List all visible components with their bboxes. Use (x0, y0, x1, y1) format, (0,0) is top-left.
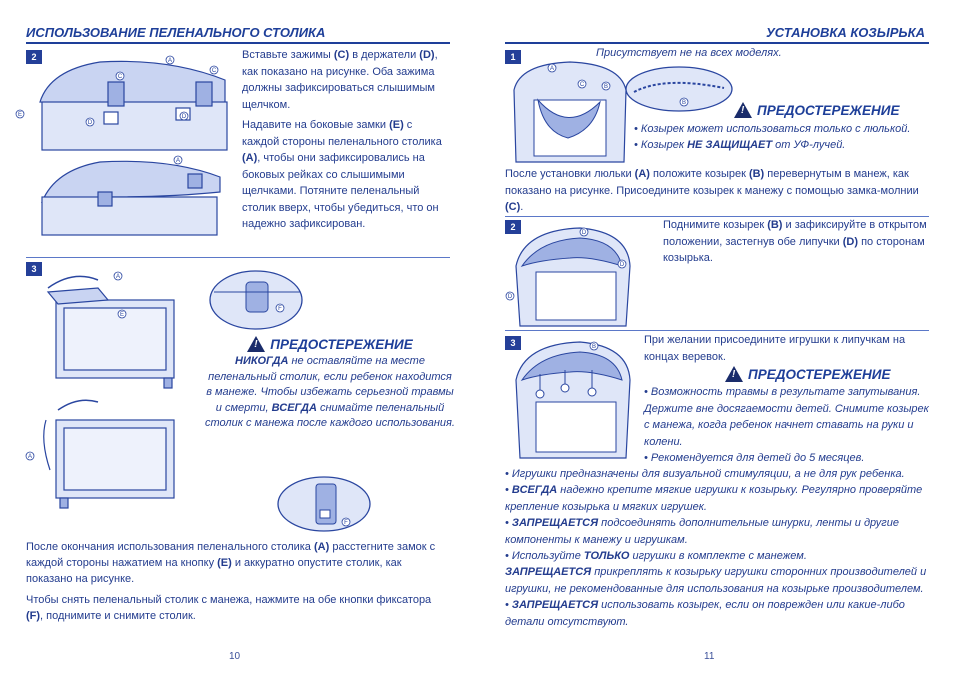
right-step-1-note: Присутствует не на всех моделях. (596, 47, 782, 59)
canopy-raised-illustration (507, 226, 634, 330)
label-d: D (87, 120, 93, 126)
lock-slide-detail (276, 476, 374, 534)
warning-bullet: • ЗАПРЕЩАЕТСЯ использовать козырек, если он поврежден или какие-либо детали отсутствуют. (505, 599, 905, 628)
warning-bullet: • Возможность травмы в результате запутывания. Держите вне досягаемости детей. Снимите козырек с манежа, когда ребенок начнет ставать на руки и колени. (644, 386, 929, 448)
label-a: A (175, 158, 181, 164)
warning-bullet: • ВСЕГДА надежно крепите мягкие игрушки к козырьку. Регулярно проверяйте крепление козырька и мягких игрушек. (505, 484, 923, 513)
label-a: A (549, 66, 555, 72)
changing-table-clip-illustration (17, 52, 230, 242)
left-step-2-badge: 2 (26, 50, 42, 64)
left-step-3-badge: 3 (26, 262, 42, 276)
right-title-rule (505, 42, 929, 44)
lock-button-detail (208, 270, 304, 332)
label-b: B (591, 344, 597, 350)
changing-table-fold-illustration (27, 270, 198, 510)
label-a: A (167, 58, 173, 64)
right-warning-3-upper (644, 384, 934, 467)
warning-bullet: • ЗАПРЕЩАЕТСЯ подсоединять дополнительные шнурки, ленты и другие компоненты к манежу и игрушкам. (505, 517, 899, 546)
left-step-2-text: Вставьте зажимы (C) в держатели (D), как показано на рисунке. Оба зажима должны зафиксироваться слышимым щелчком. Надавите на боковые замки (E) с каждой стороны пеленального столика (A), чтобы они зафиксировались на боковых рейках со слышимыми щелчками. Потяните пеленальный столик вверх, чтобы убедиться, что он надежно зафиксирован. (242, 49, 442, 230)
label-f: F (278, 306, 282, 312)
label-a: A (115, 274, 121, 280)
label-c: C (211, 68, 217, 74)
canopy-inverted-illustration (510, 60, 630, 168)
right-step-2-text: Поднимите козырек (B) и зафиксируйте в открытом положении, застегнув обе липучки (D) по сторонам козырька. (663, 219, 927, 264)
left-page-title: ИСПОЛЬЗОВАНИЕ ПЕЛЕНАЛЬНОГО СТОЛИКА (26, 25, 326, 40)
right-warning-1-bullet-2: • Козырек НЕ ЗАЩИЩАЕТ от УФ-лучей. (634, 139, 846, 151)
warning-icon (734, 102, 752, 118)
right-page-title: УСТАНОВКА КОЗЫРЬКА (766, 25, 925, 40)
right-warning-3 (505, 366, 935, 382)
right-step-3-badge: 3 (505, 336, 521, 350)
warning-icon (725, 366, 743, 382)
left-page-number: 10 (229, 651, 241, 662)
right-step-2-badge: 2 (505, 220, 521, 234)
label-e: E (119, 312, 125, 318)
right-warning-1 (634, 102, 934, 153)
left-warning-title: ! ПРЕДОСТЕРЕЖЕНИЕ (205, 336, 455, 352)
warning-icon (247, 336, 265, 352)
warning-bullet: ЗАПРЕЩАЕТСЯ прикреплять к козырьку игрушки сторонних производителей и игрушки, не рекомендованные для использования на козырьке производителем. (505, 566, 927, 595)
right-step-1-text: После установки люльки (A) положите козырек (B) перевернутым в манеж, как показано на рисунке. Присоедините козырек к манежу с помощью замка-молнии (C). (505, 168, 919, 213)
right-step-3-rule (505, 330, 929, 331)
warning-bullet: • Игрушки предназначены для визуальной стимуляции, а не для рук ребенка. (505, 468, 905, 480)
label-d: D (619, 262, 625, 268)
right-warning-1-bullet-1: • Козырек может использоваться только с люлькой. (634, 123, 911, 135)
left-warning (205, 336, 455, 432)
canopy-toys-illustration (510, 340, 634, 460)
warning-bullet: • Используйте ТОЛЬКО игрушки в комплекте с манежем. (505, 550, 807, 563)
right-step-3-text: При желании присоедините игрушки к липучкам на концах веревок. (644, 334, 906, 363)
right-warning-3-title: ! ПРЕДОСТЕРЕЖЕНИЕ (505, 366, 935, 382)
label-d: D (181, 114, 187, 120)
warning-bullet: • Рекомендуется для детей до 5 месяцев. (644, 452, 865, 464)
label-e: E (17, 112, 23, 118)
label-c: C (579, 82, 585, 88)
right-warning-3-lower (505, 466, 935, 630)
label-c: C (117, 74, 123, 80)
label-b: D (581, 230, 587, 236)
right-step-1-badge: 1 (505, 50, 521, 64)
label-a: A (27, 454, 33, 460)
label-d: D (507, 294, 513, 300)
label-f: F (344, 520, 348, 526)
left-warning-text: НИКОГДА не оставляйте на месте пеленальный столик, если ребенок находится в манеже. Чтобы избежать серьезной травмы и смерти, ВСЕГДА снимайте пеленальный столик с манежа после каждого использования. (205, 355, 455, 429)
left-bottom-text: После окончания использования пеленального столика (A) расстегните замок с каждой стороны нажатием на кнопку (E) и аккуратно опустите столик, как показано на рисунке. Чтобы снять пеленальный столик с манежа, нажмите на обе кнопки фиксатора (F), поднимите и снимите столик. (26, 541, 436, 622)
right-warning-1-title: ! ПРЕДОСТЕРЕЖЕНИЕ (634, 102, 934, 118)
left-title-rule (26, 42, 450, 44)
right-page-number: 11 (704, 651, 715, 662)
label-b: B (681, 100, 687, 106)
left-step-3-rule (26, 257, 450, 258)
label-b: B (603, 84, 609, 90)
